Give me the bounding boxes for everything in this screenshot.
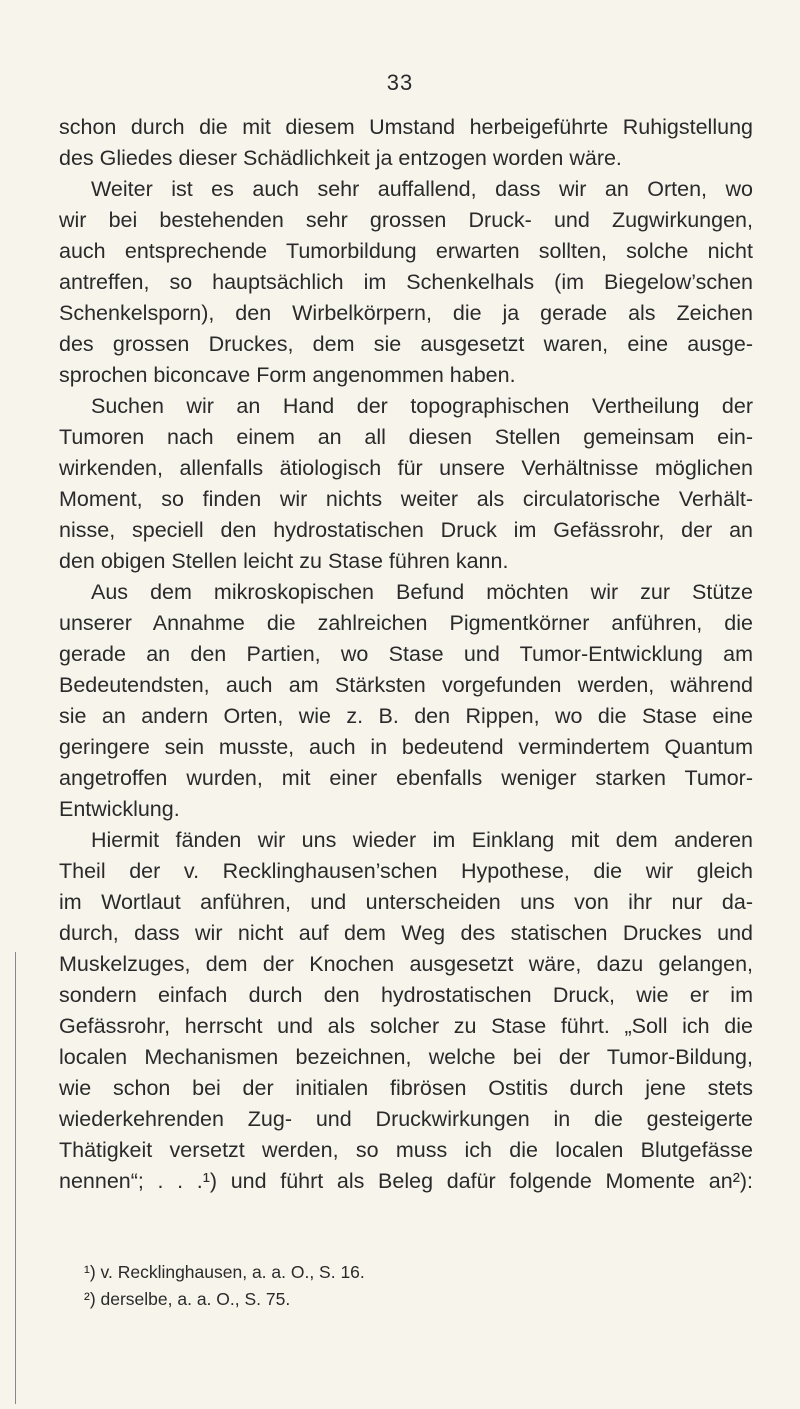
text-line: im Wortlaut anführen, und unterscheiden uns von ihr nur da-: [59, 890, 753, 914]
text-line: geringere sein musste, auch in bedeutend vermindertem Quantum: [59, 735, 753, 759]
text-line: nennen“; . . .¹) und führt als Beleg dafür folgende Momente an²):: [59, 1169, 753, 1193]
page-number: 33: [386, 70, 414, 95]
text-line: wir bei bestehenden sehr grossen Druck- und Zugwirkungen,: [59, 208, 753, 232]
body-text: [59, 112, 753, 1197]
text-line: Moment, so finden wir nichts weiter als circulatorische Verhält-: [59, 487, 753, 511]
text-line: auch entsprechende Tumorbildung erwarten sollten, solche nicht: [59, 239, 753, 263]
text-line: Bedeutendsten, auch am Stärksten vorgefunden werden, während: [59, 673, 753, 697]
text-line: Gefässrohr, herrscht und als solcher zu Stase führt. „Soll ich die: [59, 1014, 753, 1038]
text-line: angetroffen wurden, mit einer ebenfalls weniger starken Tumor-: [59, 766, 753, 790]
text-line: Schenkelsporn), den Wirbelkörpern, die ja gerade als Zeichen: [59, 301, 753, 325]
margin-rule: [15, 952, 16, 1404]
text-line: Theil der v. Recklinghausen’schen Hypothese, die wir gleich: [59, 859, 753, 883]
footnote: ¹) v. Recklinghausen, a. a. O., S. 16.: [84, 1262, 365, 1282]
text-line: Hiermit fänden wir uns wieder im Einklang mit dem anderen: [91, 828, 753, 852]
text-line: localen Mechanismen bezeichnen, welche bei der Tumor-Bildung,: [59, 1045, 753, 1069]
text-line: sprochen biconcave Form angenommen haben.: [59, 363, 516, 387]
text-line: Tumoren nach einem an all diesen Stellen gemeinsam ein-: [59, 425, 753, 449]
text-line: unserer Annahme die zahlreichen Pigmentkörner anführen, die: [59, 611, 753, 635]
text-line: des Gliedes dieser Schädlichkeit ja entzogen worden wäre.: [59, 146, 622, 170]
text-line: nisse, speciell den hydrostatischen Druck im Gefässrohr, der an: [59, 518, 753, 542]
text-line: Muskelzuges, dem der Knochen ausgesetzt wäre, dazu gelangen,: [59, 952, 753, 976]
text-line: Suchen wir an Hand der topographischen Vertheilung der: [91, 394, 753, 418]
text-line: wirkenden, allenfalls ätiologisch für unsere Verhältnisse möglichen: [59, 456, 753, 480]
footnote: ²) derselbe, a. a. O., S. 75.: [84, 1289, 291, 1309]
text-line: Thätigkeit versetzt werden, so muss ich die localen Blutgefässe: [59, 1138, 753, 1162]
text-line: antreffen, so hauptsächlich im Schenkelhals (im Biegelow’schen: [59, 270, 753, 294]
text-line: wie schon bei der initialen fibrösen Ostitis durch jene stets: [59, 1076, 753, 1100]
text-line: sie an andern Orten, wie z. B. den Rippen, wo die Stase eine: [59, 704, 753, 728]
text-line: sondern einfach durch den hydrostatischen Druck, wie er im: [59, 983, 753, 1007]
text-line: schon durch die mit diesem Umstand herbeigeführte Ruhigstellung: [59, 115, 753, 139]
text-line: wiederkehrenden Zug- und Druckwirkungen in die gesteigerte: [59, 1107, 753, 1131]
text-line: Weiter ist es auch sehr auffallend, dass wir an Orten, wo: [91, 177, 753, 201]
text-line: den obigen Stellen leicht zu Stase führen kann.: [59, 549, 509, 573]
text-line: gerade an den Partien, wo Stase und Tumor-Entwicklung am: [59, 642, 753, 666]
text-line: des grossen Druckes, dem sie ausgesetzt waren, eine ausge-: [59, 332, 753, 356]
text-line: Aus dem mikroskopischen Befund möchten wir zur Stütze: [91, 580, 753, 604]
text-line: Entwicklung.: [59, 797, 180, 821]
text-line: durch, dass wir nicht auf dem Weg des statischen Druckes und: [59, 921, 753, 945]
footnotes: [84, 1259, 744, 1313]
